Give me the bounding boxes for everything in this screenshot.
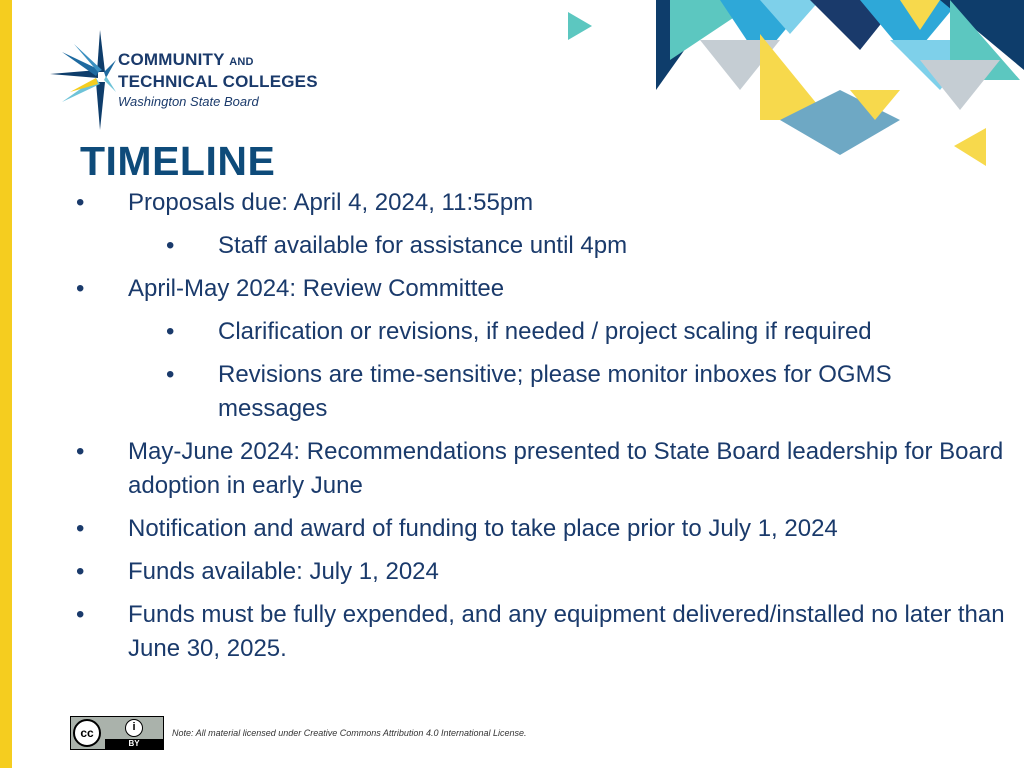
bullet-glyph: • bbox=[76, 601, 85, 628]
slide-title: TIMELINE bbox=[80, 138, 276, 184]
bullet-glyph: • bbox=[76, 558, 85, 585]
list-item-text: Funds available: July 1, 2024 bbox=[128, 558, 439, 585]
sbctc-logo bbox=[50, 30, 350, 130]
bullet-glyph: • bbox=[76, 275, 85, 302]
bullet-glyph: • bbox=[76, 438, 85, 465]
starburst-logo-icon bbox=[50, 30, 120, 130]
list-item-text: Notification and award of funding to take place prior to July 1, 2024 bbox=[128, 515, 838, 542]
bullet-glyph: • bbox=[166, 318, 175, 345]
list-item-text: Revisions are time-sensitive; please monitor inboxes for OGMS messages bbox=[218, 361, 892, 422]
list-item-text: May-June 2024: Recommendations presented to State Board leadership for Board adoption in early June bbox=[128, 438, 1004, 499]
list-item-text: Proposals due: April 4, 2024, 11:55pm bbox=[128, 189, 534, 216]
list-item-text: Staff available for assistance until 4pm bbox=[218, 232, 628, 259]
bullet-glyph: • bbox=[76, 189, 85, 216]
list-item-text: Clarification or revisions, if needed / project scaling if required bbox=[218, 318, 872, 345]
logo-line-technical-colleges: TECHNICAL COLLEGES bbox=[118, 72, 318, 91]
by-label: BY bbox=[105, 739, 163, 749]
logo-line-washington-state-board: Washington State Board bbox=[118, 94, 259, 109]
logo-line-community: COMMUNITY AND bbox=[118, 50, 254, 69]
decorative-triangles bbox=[560, 0, 1024, 170]
attribution-person-icon: i bbox=[125, 719, 143, 737]
bullet-glyph: • bbox=[76, 515, 85, 542]
left-accent-bar bbox=[0, 0, 12, 768]
list-item-text: April-May 2024: Review Committee bbox=[128, 275, 505, 302]
list-item-text: Funds must be fully expended, and any equipment delivered/installed no later than June 30, 2025. bbox=[128, 601, 1005, 662]
cc-icon: cc bbox=[73, 719, 101, 747]
cc-by-license-badge[interactable] bbox=[70, 716, 164, 750]
bullet-glyph: • bbox=[166, 361, 175, 388]
license-note: Note: All material licensed under Creative Commons Attribution 4.0 International License. bbox=[172, 728, 527, 738]
bullet-glyph: • bbox=[166, 232, 175, 259]
